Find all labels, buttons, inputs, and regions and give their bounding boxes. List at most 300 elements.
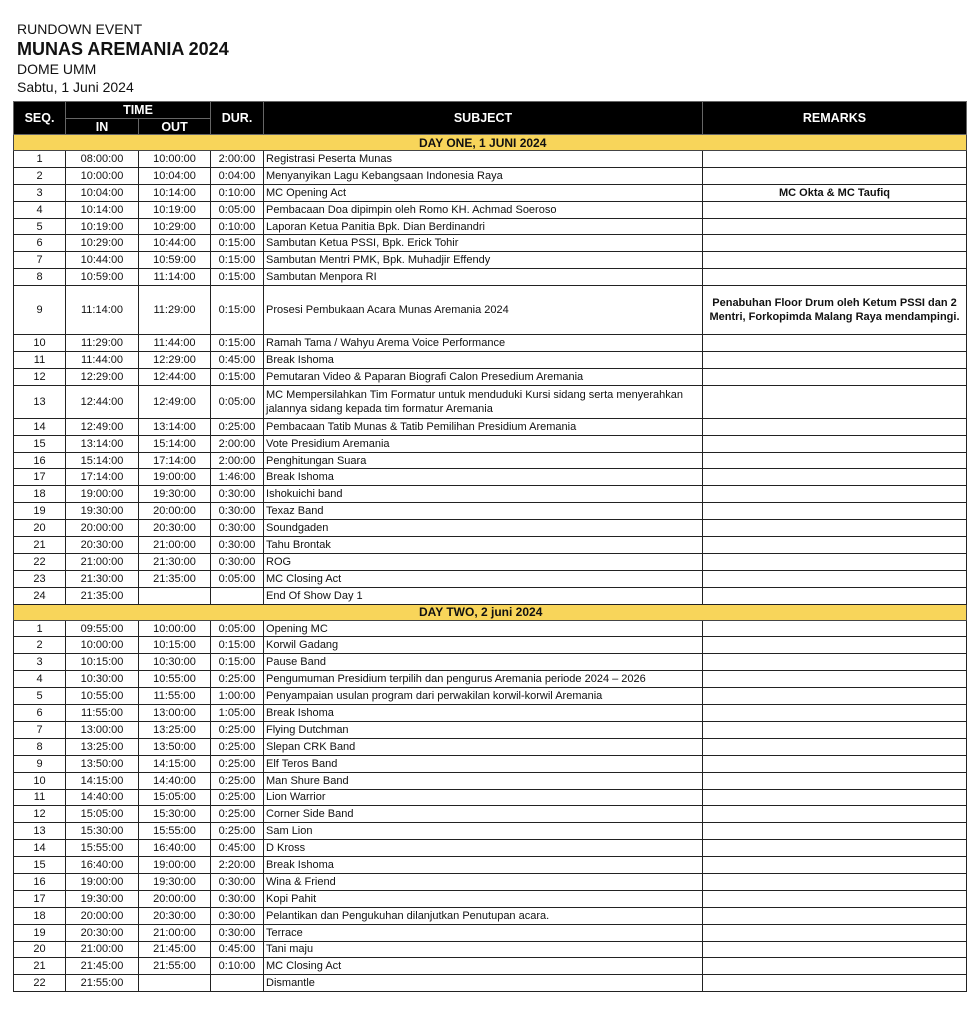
- cell-time-out: 12:44:00: [139, 368, 211, 385]
- cell-remarks: [703, 537, 967, 554]
- cell-time-out: 13:50:00: [139, 738, 211, 755]
- cell-seq: 1: [14, 151, 66, 168]
- table-row: [14, 184, 967, 201]
- cell-time-out: 11:44:00: [139, 335, 211, 352]
- cell-seq: 14: [14, 840, 66, 857]
- cell-time-out: 17:14:00: [139, 452, 211, 469]
- cell-time-out: 21:45:00: [139, 941, 211, 958]
- cell-seq: 13: [14, 385, 66, 418]
- table-row: [14, 721, 967, 738]
- cell-seq: 19: [14, 503, 66, 520]
- cell-seq: 3: [14, 184, 66, 201]
- cell-seq: 12: [14, 806, 66, 823]
- cell-time-in: 10:15:00: [66, 654, 139, 671]
- cell-duration: 0:10:00: [211, 184, 264, 201]
- cell-time-out: 10:55:00: [139, 671, 211, 688]
- table-row: [14, 235, 967, 252]
- cell-seq: 17: [14, 890, 66, 907]
- cell-time-in: 10:44:00: [66, 252, 139, 269]
- cell-seq: 16: [14, 873, 66, 890]
- cell-seq: 21: [14, 958, 66, 975]
- cell-time-out: 19:30:00: [139, 486, 211, 503]
- cell-seq: 12: [14, 368, 66, 385]
- cell-duration: 0:30:00: [211, 890, 264, 907]
- cell-seq: 5: [14, 688, 66, 705]
- cell-remarks: [703, 151, 967, 168]
- cell-seq: 9: [14, 755, 66, 772]
- cell-duration: 0:30:00: [211, 520, 264, 537]
- table-row: [14, 335, 967, 352]
- cell-seq: 19: [14, 924, 66, 941]
- cell-time-in: 10:19:00: [66, 218, 139, 235]
- cell-time-in: 10:30:00: [66, 671, 139, 688]
- cell-time-out: 20:00:00: [139, 890, 211, 907]
- cell-subject: Ramah Tama / Wahyu Arema Voice Performance: [264, 335, 703, 352]
- cell-subject: Soundgaden: [264, 520, 703, 537]
- cell-seq: 16: [14, 452, 66, 469]
- cell-remarks: [703, 671, 967, 688]
- cell-time-in: 12:49:00: [66, 418, 139, 435]
- cell-duration: 0:10:00: [211, 958, 264, 975]
- table-row: [14, 570, 967, 587]
- table-row: [14, 705, 967, 722]
- cell-subject: Penghitungan Suara: [264, 452, 703, 469]
- cell-duration: 0:05:00: [211, 570, 264, 587]
- table-row: [14, 553, 967, 570]
- table-row: [14, 352, 967, 369]
- cell-duration: 0:05:00: [211, 620, 264, 637]
- cell-seq: 11: [14, 789, 66, 806]
- cell-seq: 11: [14, 352, 66, 369]
- cell-seq: 23: [14, 570, 66, 587]
- cell-subject: Sambutan Menpora RI: [264, 269, 703, 286]
- cell-time-out: 10:04:00: [139, 167, 211, 184]
- cell-duration: 0:15:00: [211, 235, 264, 252]
- cell-time-out: 14:40:00: [139, 772, 211, 789]
- cell-remarks: [703, 368, 967, 385]
- table-row: [14, 486, 967, 503]
- day-banner: [14, 604, 967, 620]
- table-row: [14, 772, 967, 789]
- table-row: [14, 958, 967, 975]
- cell-remarks: [703, 503, 967, 520]
- cell-duration: 0:25:00: [211, 721, 264, 738]
- col-header-out: OUT: [139, 119, 211, 135]
- cell-time-out: 10:44:00: [139, 235, 211, 252]
- cell-time-in: 13:50:00: [66, 755, 139, 772]
- cell-time-in: 11:44:00: [66, 352, 139, 369]
- cell-seq: 21: [14, 537, 66, 554]
- cell-subject: Wina & Friend: [264, 873, 703, 890]
- cell-time-out: 12:29:00: [139, 352, 211, 369]
- cell-subject: MC Opening Act: [264, 184, 703, 201]
- cell-time-in: 13:25:00: [66, 738, 139, 755]
- col-header-time: TIME: [66, 102, 211, 119]
- col-header-dur: DUR.: [211, 102, 264, 135]
- cell-time-out: 20:30:00: [139, 907, 211, 924]
- cell-time-in: 12:44:00: [66, 385, 139, 418]
- day-banner-label: DAY TWO, 2 juni 2024: [14, 604, 967, 620]
- cell-subject: Tahu Brontak: [264, 537, 703, 554]
- cell-time-out: 20:00:00: [139, 503, 211, 520]
- cell-duration: 0:25:00: [211, 772, 264, 789]
- cell-time-out: 19:30:00: [139, 873, 211, 890]
- cell-duration: 0:30:00: [211, 537, 264, 554]
- cell-time-out: 15:30:00: [139, 806, 211, 823]
- cell-time-out: 21:30:00: [139, 553, 211, 570]
- cell-time-in: 13:14:00: [66, 435, 139, 452]
- cell-remarks: [703, 452, 967, 469]
- cell-remarks: [703, 435, 967, 452]
- table-row: [14, 857, 967, 874]
- cell-time-in: 10:14:00: [66, 201, 139, 218]
- cell-remarks: [703, 469, 967, 486]
- cell-duration: 0:10:00: [211, 218, 264, 235]
- cell-time-in: 21:55:00: [66, 975, 139, 992]
- table-row: [14, 201, 967, 218]
- cell-duration: 0:04:00: [211, 167, 264, 184]
- document-header: [17, 22, 229, 98]
- table-row: [14, 755, 967, 772]
- cell-remarks: [703, 553, 967, 570]
- table-row: [14, 823, 967, 840]
- table-row: [14, 151, 967, 168]
- cell-time-in: 21:35:00: [66, 587, 139, 604]
- cell-remarks: [703, 924, 967, 941]
- cell-remarks: [703, 218, 967, 235]
- table-row: [14, 452, 967, 469]
- cell-remarks: [703, 755, 967, 772]
- cell-duration: 0:05:00: [211, 385, 264, 418]
- table-row: [14, 469, 967, 486]
- cell-time-in: 11:14:00: [66, 286, 139, 335]
- cell-subject: Break Ishoma: [264, 857, 703, 874]
- cell-subject: End Of Show Day 1: [264, 587, 703, 604]
- cell-remarks: Penabuhan Floor Drum oleh Ketum PSSI dan 2 Mentri, Forkopimda Malang Raya mendampingi.: [703, 286, 967, 335]
- cell-time-in: 14:40:00: [66, 789, 139, 806]
- cell-seq: 10: [14, 772, 66, 789]
- cell-time-out: 10:00:00: [139, 620, 211, 637]
- cell-duration: 0:25:00: [211, 755, 264, 772]
- cell-duration: 2:00:00: [211, 435, 264, 452]
- cell-subject: Penyampaian usulan program dari perwakilan korwil-korwil Aremania: [264, 688, 703, 705]
- cell-time-in: 20:00:00: [66, 907, 139, 924]
- table-row: [14, 587, 967, 604]
- col-header-remarks: REMARKS: [703, 102, 967, 135]
- cell-subject: Sambutan Mentri PMK, Bpk. Muhadjir Effendy: [264, 252, 703, 269]
- cell-time-out: 13:14:00: [139, 418, 211, 435]
- table-row: [14, 418, 967, 435]
- cell-subject: Break Ishoma: [264, 469, 703, 486]
- table-row: [14, 620, 967, 637]
- cell-remarks: [703, 654, 967, 671]
- cell-subject: Sam Lion: [264, 823, 703, 840]
- cell-subject: Menyanyikan Lagu Kebangsaan Indonesia Raya: [264, 167, 703, 184]
- cell-time-in: 15:05:00: [66, 806, 139, 823]
- cell-duration: 0:30:00: [211, 907, 264, 924]
- table-row: [14, 654, 967, 671]
- cell-duration: 0:25:00: [211, 823, 264, 840]
- cell-remarks: [703, 823, 967, 840]
- cell-time-out: 14:15:00: [139, 755, 211, 772]
- cell-time-in: 19:00:00: [66, 486, 139, 503]
- cell-time-in: 19:30:00: [66, 503, 139, 520]
- cell-duration: 0:15:00: [211, 269, 264, 286]
- cell-duration: 0:15:00: [211, 637, 264, 654]
- table-row: [14, 385, 967, 418]
- cell-remarks: [703, 941, 967, 958]
- table-row: [14, 975, 967, 992]
- cell-subject: ROG: [264, 553, 703, 570]
- cell-remarks: [703, 587, 967, 604]
- table-row: [14, 167, 967, 184]
- event-title: MUNAS AREMANIA 2024: [17, 39, 229, 59]
- table-row: [14, 840, 967, 857]
- cell-duration: 0:25:00: [211, 738, 264, 755]
- cell-seq: 22: [14, 975, 66, 992]
- header-line: RUNDOWN EVENT: [17, 21, 143, 37]
- cell-subject: Korwil Gadang: [264, 637, 703, 654]
- table-row: [14, 218, 967, 235]
- cell-subject: Prosesi Pembukaan Acara Munas Aremania 2024: [264, 286, 703, 335]
- cell-seq: 18: [14, 907, 66, 924]
- cell-time-out: 11:14:00: [139, 269, 211, 286]
- cell-seq: 7: [14, 721, 66, 738]
- cell-time-in: 15:30:00: [66, 823, 139, 840]
- cell-time-in: 11:29:00: [66, 335, 139, 352]
- cell-time-out: 19:00:00: [139, 469, 211, 486]
- cell-time-in: 14:15:00: [66, 772, 139, 789]
- cell-time-in: 10:00:00: [66, 167, 139, 184]
- cell-remarks: [703, 167, 967, 184]
- cell-remarks: MC Okta & MC Taufiq: [703, 184, 967, 201]
- cell-time-out: 10:19:00: [139, 201, 211, 218]
- cell-time-in: 21:00:00: [66, 553, 139, 570]
- cell-time-in: 20:30:00: [66, 537, 139, 554]
- cell-duration: 0:25:00: [211, 806, 264, 823]
- cell-seq: 3: [14, 654, 66, 671]
- cell-seq: 9: [14, 286, 66, 335]
- rundown-body: [14, 135, 967, 992]
- cell-remarks: [703, 958, 967, 975]
- cell-time-in: 20:30:00: [66, 924, 139, 941]
- cell-subject: D Kross: [264, 840, 703, 857]
- cell-subject: Slepan CRK Band: [264, 738, 703, 755]
- table-row: [14, 637, 967, 654]
- table-row: [14, 924, 967, 941]
- table-row: [14, 252, 967, 269]
- cell-subject: Tani maju: [264, 941, 703, 958]
- cell-time-out: 15:55:00: [139, 823, 211, 840]
- cell-time-out: 10:00:00: [139, 151, 211, 168]
- cell-time-out: 15:05:00: [139, 789, 211, 806]
- cell-subject: MC Closing Act: [264, 570, 703, 587]
- cell-time-in: 19:30:00: [66, 890, 139, 907]
- cell-subject: Break Ishoma: [264, 352, 703, 369]
- cell-duration: 0:15:00: [211, 335, 264, 352]
- day-banner: [14, 135, 967, 151]
- cell-time-out: 11:55:00: [139, 688, 211, 705]
- cell-duration: 1:46:00: [211, 469, 264, 486]
- cell-subject: Pengumuman Presidium terpilih dan pengurus Aremania periode 2024 – 2026: [264, 671, 703, 688]
- cell-duration: 0:15:00: [211, 368, 264, 385]
- cell-duration: 0:45:00: [211, 352, 264, 369]
- cell-time-out: 19:00:00: [139, 857, 211, 874]
- cell-duration: 0:15:00: [211, 654, 264, 671]
- cell-seq: 17: [14, 469, 66, 486]
- table-row: [14, 269, 967, 286]
- cell-time-out: 20:30:00: [139, 520, 211, 537]
- cell-time-out: 21:35:00: [139, 570, 211, 587]
- cell-time-in: 12:29:00: [66, 368, 139, 385]
- cell-remarks: [703, 269, 967, 286]
- cell-time-out: 21:00:00: [139, 537, 211, 554]
- cell-subject: Terrace: [264, 924, 703, 941]
- table-row: [14, 537, 967, 554]
- table-row: [14, 435, 967, 452]
- cell-duration: 2:20:00: [211, 857, 264, 874]
- cell-duration: 0:25:00: [211, 418, 264, 435]
- cell-subject: Registrasi Peserta Munas: [264, 151, 703, 168]
- cell-seq: 2: [14, 637, 66, 654]
- cell-duration: 2:00:00: [211, 452, 264, 469]
- cell-duration: [211, 587, 264, 604]
- cell-seq: 8: [14, 738, 66, 755]
- cell-subject: Laporan Ketua Panitia Bpk. Dian Berdinandri: [264, 218, 703, 235]
- cell-remarks: [703, 688, 967, 705]
- cell-time-in: 19:00:00: [66, 873, 139, 890]
- cell-seq: 24: [14, 587, 66, 604]
- cell-duration: 2:00:00: [211, 151, 264, 168]
- cell-time-out: 10:15:00: [139, 637, 211, 654]
- cell-seq: 1: [14, 620, 66, 637]
- cell-time-in: 13:00:00: [66, 721, 139, 738]
- cell-seq: 18: [14, 486, 66, 503]
- cell-remarks: [703, 772, 967, 789]
- cell-time-in: 21:45:00: [66, 958, 139, 975]
- cell-time-out: 12:49:00: [139, 385, 211, 418]
- cell-time-in: 10:55:00: [66, 688, 139, 705]
- cell-time-out: 15:14:00: [139, 435, 211, 452]
- table-row: [14, 789, 967, 806]
- cell-time-in: 10:59:00: [66, 269, 139, 286]
- table-row: [14, 806, 967, 823]
- cell-time-in: 21:30:00: [66, 570, 139, 587]
- cell-duration: 0:30:00: [211, 503, 264, 520]
- table-row: [14, 907, 967, 924]
- col-header-subject: SUBJECT: [264, 102, 703, 135]
- cell-seq: 6: [14, 705, 66, 722]
- cell-time-in: 16:40:00: [66, 857, 139, 874]
- cell-seq: 4: [14, 671, 66, 688]
- rundown-table: [13, 101, 967, 992]
- cell-time-out: 10:14:00: [139, 184, 211, 201]
- cell-remarks: [703, 857, 967, 874]
- table-row: [14, 671, 967, 688]
- cell-time-out: 11:29:00: [139, 286, 211, 335]
- cell-duration: 1:00:00: [211, 688, 264, 705]
- cell-remarks: [703, 738, 967, 755]
- cell-duration: 0:45:00: [211, 840, 264, 857]
- cell-duration: 0:25:00: [211, 671, 264, 688]
- table-row: [14, 688, 967, 705]
- cell-remarks: [703, 235, 967, 252]
- cell-duration: 0:15:00: [211, 252, 264, 269]
- cell-subject: Elf Teros Band: [264, 755, 703, 772]
- cell-duration: 0:05:00: [211, 201, 264, 218]
- cell-time-out: 13:00:00: [139, 705, 211, 722]
- cell-subject: Sambutan Ketua PSSI, Bpk. Erick Tohir: [264, 235, 703, 252]
- cell-seq: 20: [14, 941, 66, 958]
- cell-remarks: [703, 252, 967, 269]
- cell-duration: [211, 975, 264, 992]
- cell-time-out: 10:59:00: [139, 252, 211, 269]
- cell-seq: 4: [14, 201, 66, 218]
- cell-time-in: 17:14:00: [66, 469, 139, 486]
- cell-remarks: [703, 570, 967, 587]
- col-header-seq: SEQ.: [14, 102, 66, 135]
- cell-remarks: [703, 352, 967, 369]
- cell-subject: Vote Presidium Aremania: [264, 435, 703, 452]
- cell-duration: 0:45:00: [211, 941, 264, 958]
- cell-duration: 0:25:00: [211, 789, 264, 806]
- cell-subject: Dismantle: [264, 975, 703, 992]
- table-row: [14, 738, 967, 755]
- cell-seq: 7: [14, 252, 66, 269]
- cell-time-out: 10:30:00: [139, 654, 211, 671]
- cell-subject: Flying Dutchman: [264, 721, 703, 738]
- cell-seq: 22: [14, 553, 66, 570]
- cell-seq: 2: [14, 167, 66, 184]
- table-row: [14, 286, 967, 335]
- cell-time-in: 15:14:00: [66, 452, 139, 469]
- cell-seq: 6: [14, 235, 66, 252]
- table-row: [14, 941, 967, 958]
- cell-remarks: [703, 840, 967, 857]
- cell-remarks: [703, 705, 967, 722]
- cell-time-in: 21:00:00: [66, 941, 139, 958]
- table-row: [14, 503, 967, 520]
- event-date: Sabtu, 1 Juni 2024: [17, 79, 134, 95]
- cell-subject: Pemutaran Video & Paparan Biografi Calon Presedium Aremania: [264, 368, 703, 385]
- cell-seq: 13: [14, 823, 66, 840]
- cell-subject: MC Closing Act: [264, 958, 703, 975]
- cell-duration: 0:30:00: [211, 553, 264, 570]
- cell-remarks: [703, 486, 967, 503]
- cell-subject: Kopi Pahit: [264, 890, 703, 907]
- cell-time-out: 21:00:00: [139, 924, 211, 941]
- cell-subject: Lion Warrior: [264, 789, 703, 806]
- cell-subject: Man Shure Band: [264, 772, 703, 789]
- venue: DOME UMM: [17, 61, 97, 77]
- col-header-in: IN: [66, 119, 139, 135]
- cell-time-in: 20:00:00: [66, 520, 139, 537]
- cell-remarks: [703, 873, 967, 890]
- cell-time-out: [139, 587, 211, 604]
- cell-duration: 0:30:00: [211, 924, 264, 941]
- cell-time-in: 15:55:00: [66, 840, 139, 857]
- cell-duration: 0:15:00: [211, 286, 264, 335]
- day-banner-label: DAY ONE, 1 JUNI 2024: [14, 135, 967, 151]
- cell-remarks: [703, 806, 967, 823]
- cell-subject: Texaz Band: [264, 503, 703, 520]
- cell-time-in: 11:55:00: [66, 705, 139, 722]
- cell-subject: Opening MC: [264, 620, 703, 637]
- cell-subject: Ishokuichi band: [264, 486, 703, 503]
- table-row: [14, 873, 967, 890]
- cell-seq: 15: [14, 435, 66, 452]
- cell-remarks: [703, 385, 967, 418]
